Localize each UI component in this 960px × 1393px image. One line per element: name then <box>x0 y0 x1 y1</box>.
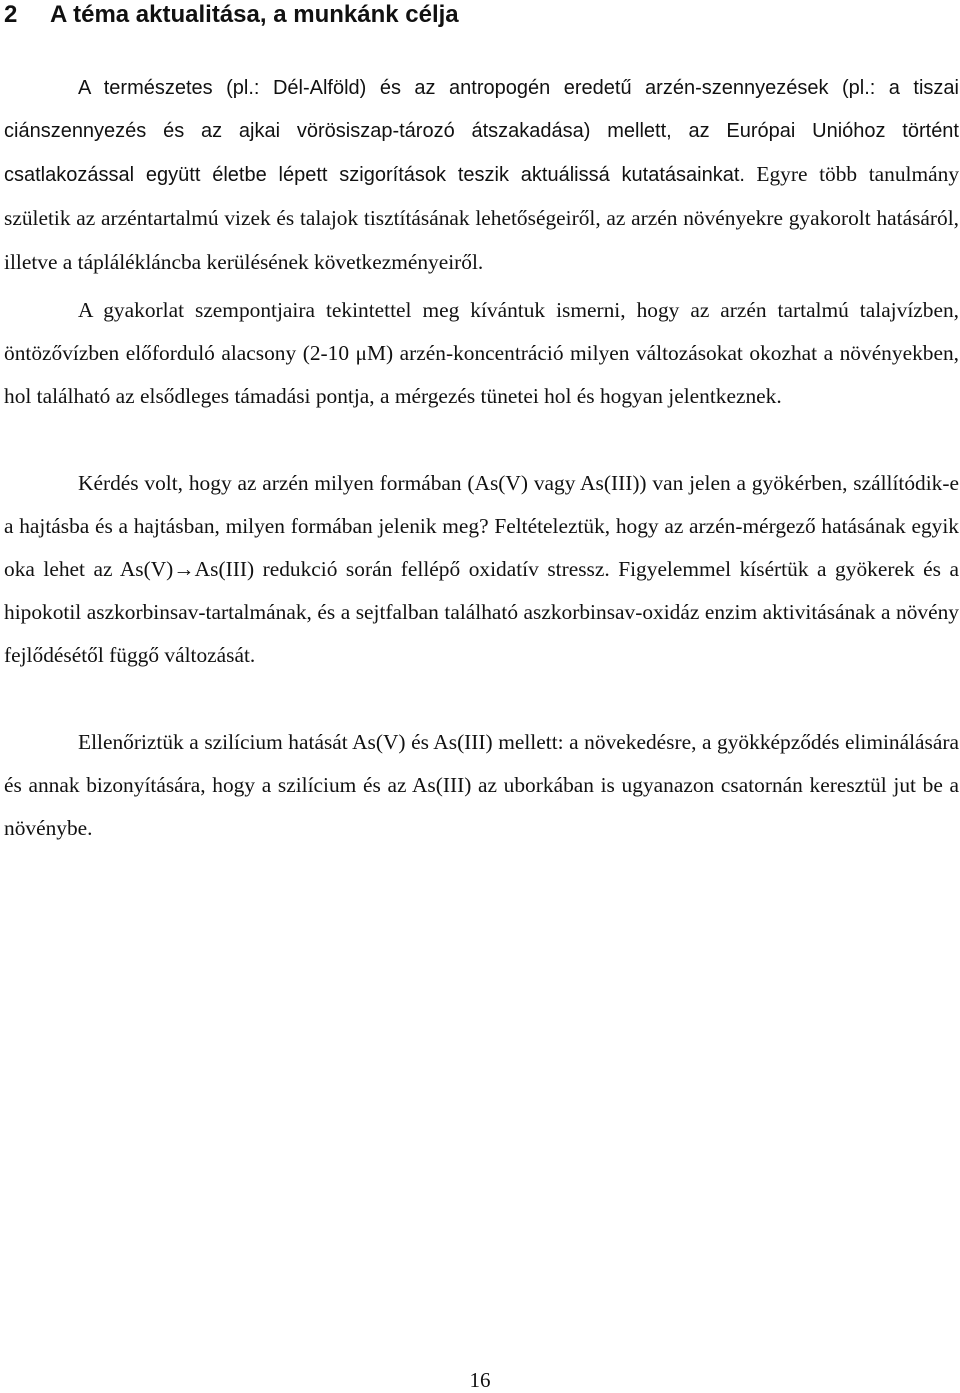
paragraph-1-sans-text: A természetes (pl.: Dél-Alföld) és az antropogén eredetű arzén-szennyezések (pl.: a tiszai ciánszennyezés és az ajkai vörösiszap-tározó átszakadása) mellett, az Európai Unióhoz történt csatlakozással együtt életbe lépett szigorítások teszik aktuálissá kutatásainkat. <box>4 77 959 187</box>
section-number: 2 <box>4 1 18 28</box>
paragraph-4 <box>4 721 959 850</box>
paragraph-1-serif-text: Egyre több tanulmány születik az arzéntartalmú vizek és talajok tisztításának lehetőségeiről, az arzén növényekre gyakorolt hatásáról, illetve a táplálékláncba kerülésének következményeiről. <box>4 162 960 275</box>
section-heading <box>4 0 459 30</box>
paragraph-2 <box>4 289 959 418</box>
paragraph-3-text: Kérdés volt, hogy az arzén milyen formában (As(V) vagy As(III)) van jelen a gyökérben, szállítódik-e a hajtásba és a hajtásban, milyen formában jelenik meg? Feltételeztük, hogy az arzén-mérgező hatásának egyik oka lehet az As(V)→As(III) redukció során fellépő oxidatív stressz. Figyelemmel kísértük a gyökerek és a hipokotil aszkorbinsav-tartalmának, és a sejtfalban található aszkorbinsav-oxidáz enzim aktivitásának a növény fejlődésétől függő változását. <box>4 471 959 668</box>
paragraph-4-text: Ellenőriztük a szilícium hatását As(V) és As(III) mellett: a növekedésre, a gyökképződés eliminálására és annak bizonyítására, hogy a szilícium és az As(III) az uborkában is ugyanazon csatornán keresztül jut be a növénybe. <box>4 730 959 841</box>
paragraph-2-text: A gyakorlat szempontjaira tekintettel meg kívántuk ismerni, hogy az arzén tartalmú talajvízben, öntözővízben előforduló alacsony (2-10 μM) arzén-koncentráció milyen változásokat okozhat a növényekben, hol található az elsődleges támadási pontja, a mérgezés tünetei hol és hogyan jelentkeznek. <box>4 298 959 409</box>
section-title: A téma aktualitása, a munkánk célja <box>50 1 459 28</box>
paragraph-1 <box>4 67 959 285</box>
paragraph-3 <box>4 462 959 677</box>
page-number: 16 <box>469 1368 491 1392</box>
